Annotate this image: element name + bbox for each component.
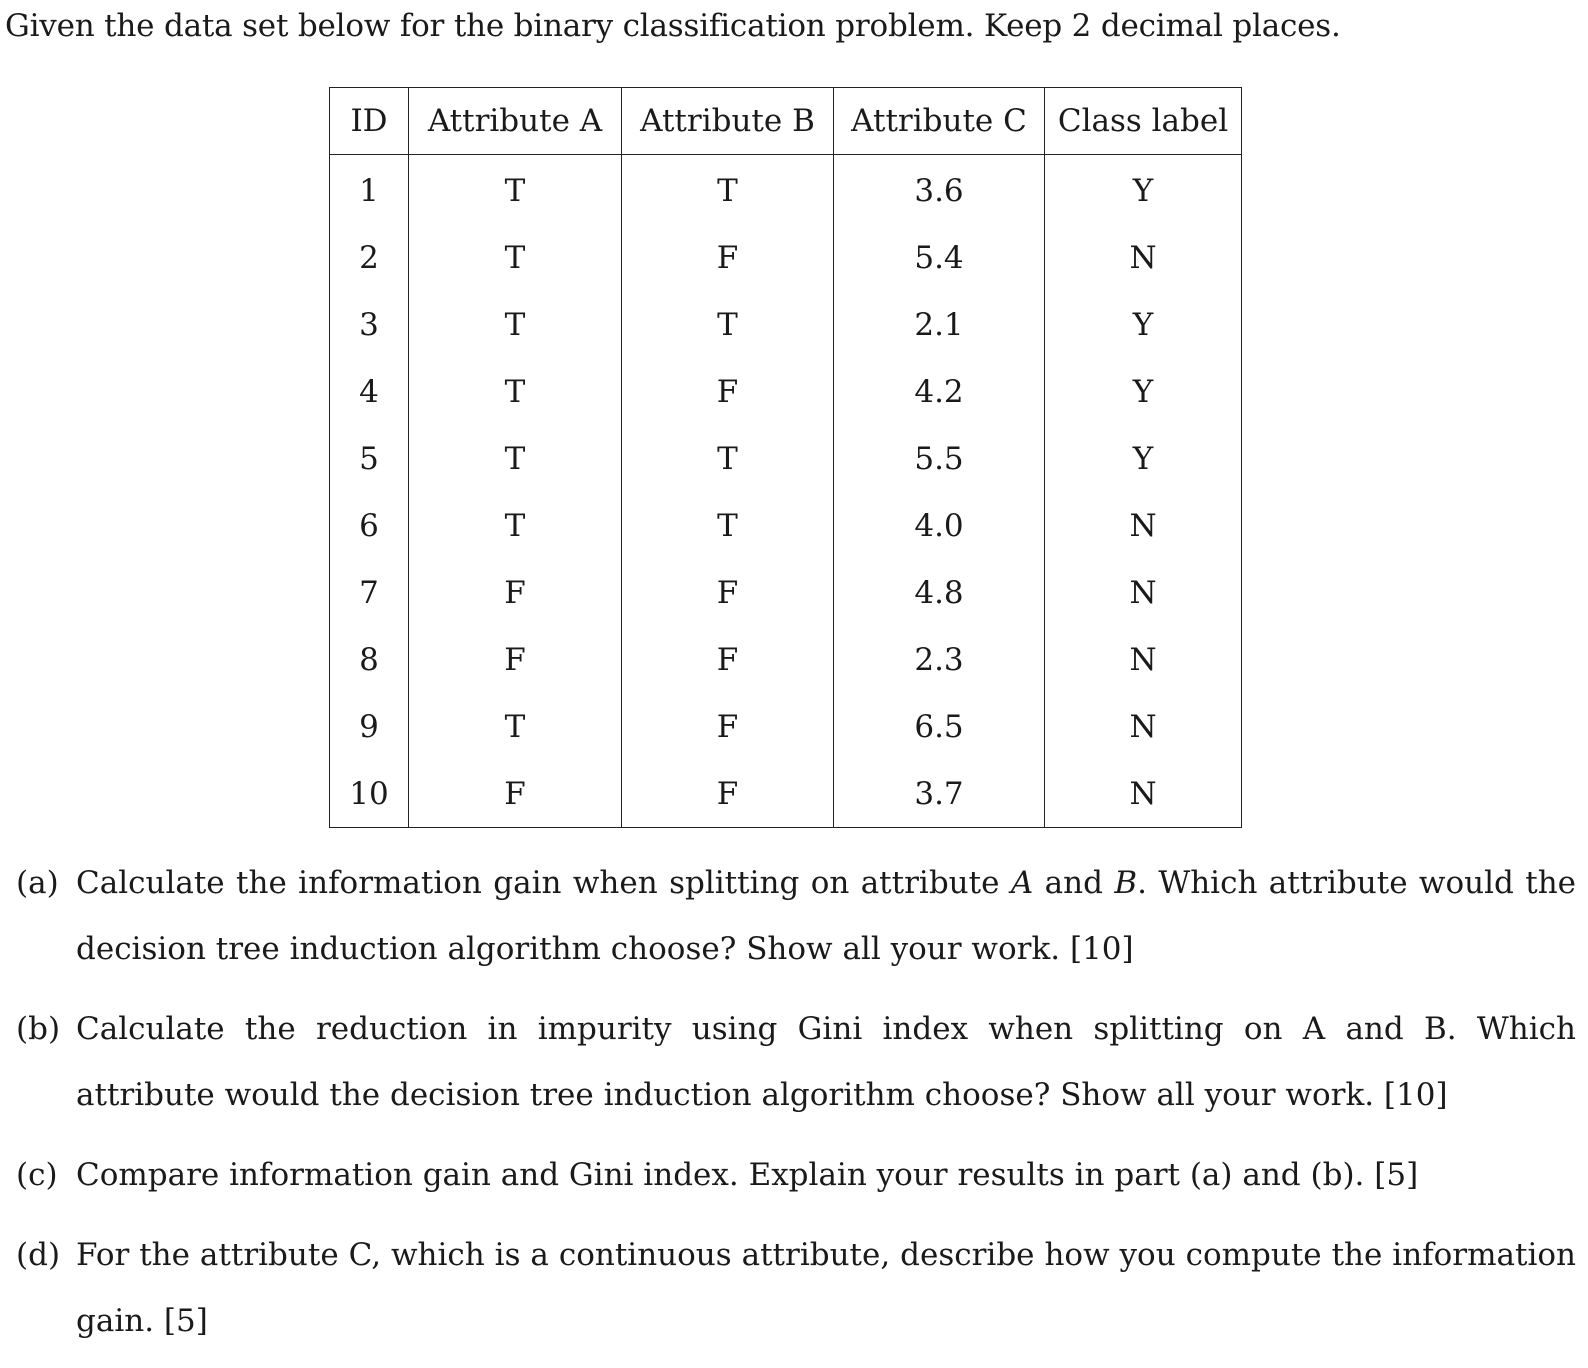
cell-class-label: N bbox=[1045, 224, 1242, 291]
cell-attribute-c: 3.6 bbox=[834, 155, 1045, 225]
question-text: For the attribute C, which is a continuous attribute, describe how you compute the information gain. [5] bbox=[76, 1237, 1576, 1339]
table-row bbox=[330, 358, 1242, 425]
cell-attribute-c: 5.5 bbox=[834, 425, 1045, 492]
cell-class-label: Y bbox=[1045, 291, 1242, 358]
variable-b: B bbox=[1114, 865, 1138, 901]
cell-attribute-a: F bbox=[409, 559, 622, 626]
cell-attribute-b: F bbox=[622, 693, 834, 760]
question-text: . Which attribute would the decision tree induction algorithm choose? Show all your work. [10] bbox=[76, 865, 1577, 967]
cell-id: 9 bbox=[330, 693, 409, 760]
cell-id: 10 bbox=[330, 760, 409, 828]
header-id: ID bbox=[330, 88, 409, 155]
question-label: (a) bbox=[16, 865, 59, 901]
question-a bbox=[16, 850, 1576, 982]
cell-attribute-c: 2.1 bbox=[834, 291, 1045, 358]
table-row bbox=[330, 425, 1242, 492]
cell-attribute-b: F bbox=[622, 626, 834, 693]
cell-id: 8 bbox=[330, 626, 409, 693]
cell-attribute-a: F bbox=[409, 760, 622, 828]
cell-class-label: Y bbox=[1045, 358, 1242, 425]
cell-attribute-b: F bbox=[622, 358, 834, 425]
cell-attribute-b: T bbox=[622, 291, 834, 358]
question-text: Calculate the information gain when splitting on attribute bbox=[76, 865, 1011, 901]
cell-id: 1 bbox=[330, 155, 409, 225]
table-row bbox=[330, 155, 1242, 225]
cell-attribute-b: F bbox=[622, 559, 834, 626]
question-label: (b) bbox=[16, 1011, 61, 1047]
cell-attribute-b: F bbox=[622, 224, 834, 291]
cell-attribute-b: T bbox=[622, 492, 834, 559]
table-row bbox=[330, 291, 1242, 358]
cell-attribute-a: T bbox=[409, 155, 622, 225]
cell-class-label: Y bbox=[1045, 425, 1242, 492]
cell-attribute-b: F bbox=[622, 760, 834, 828]
cell-attribute-a: T bbox=[409, 425, 622, 492]
cell-attribute-c: 4.8 bbox=[834, 559, 1045, 626]
header-attribute-a: Attribute A bbox=[409, 88, 622, 155]
question-text: and bbox=[1033, 865, 1115, 901]
cell-attribute-a: T bbox=[409, 224, 622, 291]
question-label: (d) bbox=[16, 1237, 61, 1273]
cell-attribute-a: T bbox=[409, 492, 622, 559]
cell-id: 4 bbox=[330, 358, 409, 425]
table-row bbox=[330, 693, 1242, 760]
header-attribute-b: Attribute B bbox=[622, 88, 834, 155]
cell-attribute-b: T bbox=[622, 155, 834, 225]
question-label: (c) bbox=[16, 1157, 58, 1193]
cell-class-label: N bbox=[1045, 626, 1242, 693]
cell-class-label: N bbox=[1045, 492, 1242, 559]
question-text: Calculate the reduction in impurity using Gini index when splitting on A and B. Which attribute would the decision tree induction algorithm choose? Show all your work. [10] bbox=[76, 1011, 1576, 1113]
table-header-row bbox=[330, 88, 1242, 155]
question-d bbox=[16, 1222, 1576, 1354]
cell-attribute-c: 3.7 bbox=[834, 760, 1045, 828]
table-row bbox=[330, 559, 1242, 626]
cell-class-label: Y bbox=[1045, 155, 1242, 225]
cell-attribute-a: T bbox=[409, 291, 622, 358]
cell-attribute-c: 6.5 bbox=[834, 693, 1045, 760]
cell-id: 7 bbox=[330, 559, 409, 626]
data-table bbox=[329, 87, 1242, 828]
cell-attribute-a: T bbox=[409, 693, 622, 760]
cell-attribute-a: F bbox=[409, 626, 622, 693]
cell-id: 5 bbox=[330, 425, 409, 492]
cell-class-label: N bbox=[1045, 559, 1242, 626]
table-row bbox=[330, 760, 1242, 828]
question-c bbox=[16, 1142, 1576, 1208]
table-row bbox=[330, 224, 1242, 291]
intro-text: Given the data set below for the binary classification problem. Keep 2 decimal places. bbox=[5, 8, 1341, 44]
table-row bbox=[330, 626, 1242, 693]
cell-class-label: N bbox=[1045, 760, 1242, 828]
question-text: Compare information gain and Gini index. Explain your results in part (a) and (b). [5] bbox=[76, 1157, 1419, 1193]
cell-attribute-a: T bbox=[409, 358, 622, 425]
cell-id: 3 bbox=[330, 291, 409, 358]
variable-a: A bbox=[1010, 865, 1034, 901]
cell-attribute-c: 4.2 bbox=[834, 358, 1045, 425]
cell-class-label: N bbox=[1045, 693, 1242, 760]
question-b bbox=[16, 996, 1576, 1128]
header-class-label: Class label bbox=[1045, 88, 1242, 155]
table-row bbox=[330, 492, 1242, 559]
cell-attribute-c: 4.0 bbox=[834, 492, 1045, 559]
cell-id: 6 bbox=[330, 492, 409, 559]
cell-attribute-c: 2.3 bbox=[834, 626, 1045, 693]
cell-attribute-c: 5.4 bbox=[834, 224, 1045, 291]
cell-attribute-b: T bbox=[622, 425, 834, 492]
header-attribute-c: Attribute C bbox=[834, 88, 1045, 155]
cell-id: 2 bbox=[330, 224, 409, 291]
question-list bbox=[16, 850, 1576, 1368]
